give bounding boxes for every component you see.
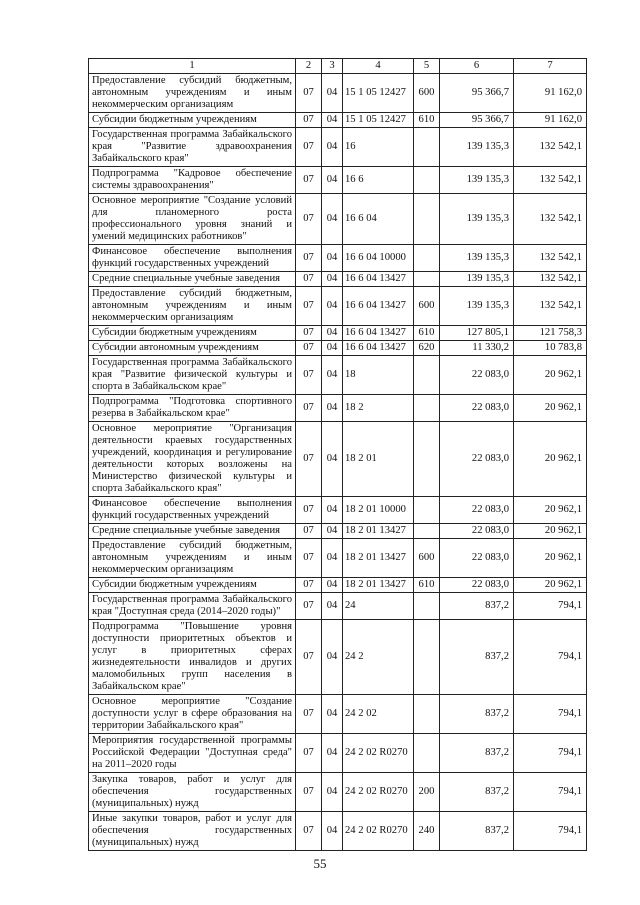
subsection-cell: 04 (322, 74, 343, 113)
row-name-cell: Государственная программа Забайкальского края "Развитие физической культуры и спорта в Забайкальском крае" (89, 356, 296, 395)
amount-year1-cell: 22 083,0 (440, 539, 514, 578)
amount-year1-cell: 837,2 (440, 620, 514, 695)
amount-year2-cell: 20 962,1 (514, 578, 587, 593)
subsection-cell: 04 (322, 245, 343, 272)
amount-year1-cell: 95 366,7 (440, 74, 514, 113)
row-name-cell: Государственная программа Забайкальского края "Доступная среда (2014–2020 годы)" (89, 593, 296, 620)
section-cell: 07 (296, 539, 322, 578)
row-name-cell: Средние специальные учебные заведения (89, 524, 296, 539)
page-number: 55 (313, 856, 327, 871)
amount-year2-cell: 794,1 (514, 773, 587, 812)
amount-year2-cell: 20 962,1 (514, 395, 587, 422)
amount-year2-cell: 132 542,1 (514, 128, 587, 167)
amount-year2-cell: 91 162,0 (514, 74, 587, 113)
amount-year2-cell: 91 162,0 (514, 113, 587, 128)
amount-year2-cell: 132 542,1 (514, 167, 587, 194)
target-article-cell: 18 2 01 13427 (343, 524, 414, 539)
table-row (89, 395, 587, 422)
amount-year1-cell: 837,2 (440, 593, 514, 620)
row-name-cell: Подпрограмма "Подготовка спортивного резерва в Забайкальском крае" (89, 395, 296, 422)
row-name-cell: Иные закупки товаров, работ и услуг для обеспечения государственных (муниципальных) нужд (89, 812, 296, 851)
target-article-cell: 18 2 01 (343, 422, 414, 497)
amount-year1-cell: 139 135,3 (440, 128, 514, 167)
target-article-cell: 24 2 02 (343, 695, 414, 734)
row-name-cell: Основное мероприятие "Организация деятельности краевых государственных учреждений, координация и регулирование деятельности которых возложены на Министерство физической культуры и спорта Забайкальского края" (89, 422, 296, 497)
subsection-cell: 04 (322, 194, 343, 245)
section-cell: 07 (296, 113, 322, 128)
amount-year1-cell: 139 135,3 (440, 272, 514, 287)
expense-type-cell: 240 (414, 812, 440, 851)
section-cell: 07 (296, 773, 322, 812)
table-row (89, 593, 587, 620)
target-article-cell: 18 2 01 13427 (343, 539, 414, 578)
amount-year1-cell: 139 135,3 (440, 245, 514, 272)
row-name-cell: Государственная программа Забайкальского края "Развитие здравоохранения Забайкальского края" (89, 128, 296, 167)
expense-type-cell (414, 128, 440, 167)
target-article-cell: 24 2 (343, 620, 414, 695)
target-article-cell: 16 (343, 128, 414, 167)
table-row (89, 578, 587, 593)
section-cell: 07 (296, 272, 322, 287)
target-article-cell: 18 2 (343, 395, 414, 422)
table-row (89, 194, 587, 245)
target-article-cell: 15 1 05 12427 (343, 74, 414, 113)
section-cell: 07 (296, 524, 322, 539)
table-row (89, 287, 587, 326)
amount-year2-cell: 132 542,1 (514, 272, 587, 287)
section-cell: 07 (296, 287, 322, 326)
row-name-cell: Субсидии автономным учреждениям (89, 341, 296, 356)
expense-type-cell (414, 593, 440, 620)
expense-type-cell (414, 272, 440, 287)
section-cell: 07 (296, 128, 322, 167)
amount-year1-cell: 837,2 (440, 773, 514, 812)
column-header: 4 (343, 59, 414, 74)
row-name-cell: Предоставление субсидий бюджетным, автономным учреждениям и иным некоммерческим организациям (89, 539, 296, 578)
target-article-cell: 24 2 02 R0270 (343, 812, 414, 851)
table-row (89, 128, 587, 167)
subsection-cell: 04 (322, 773, 343, 812)
subsection-cell: 04 (322, 812, 343, 851)
table-row (89, 539, 587, 578)
amount-year2-cell: 794,1 (514, 695, 587, 734)
section-cell: 07 (296, 194, 322, 245)
row-name-cell: Субсидии бюджетным учреждениям (89, 578, 296, 593)
target-article-cell: 16 6 04 13427 (343, 272, 414, 287)
subsection-cell: 04 (322, 395, 343, 422)
expense-type-cell (414, 620, 440, 695)
subsection-cell: 04 (322, 593, 343, 620)
amount-year1-cell: 22 083,0 (440, 524, 514, 539)
section-cell: 07 (296, 422, 322, 497)
row-name-cell: Подпрограмма "Кадровое обеспечение системы здравоохранения" (89, 167, 296, 194)
table-body (89, 74, 587, 851)
section-cell: 07 (296, 167, 322, 194)
amount-year2-cell: 20 962,1 (514, 422, 587, 497)
expense-type-cell: 600 (414, 287, 440, 326)
target-article-cell: 18 (343, 356, 414, 395)
expense-type-cell (414, 734, 440, 773)
target-article-cell: 15 1 05 12427 (343, 113, 414, 128)
table-row (89, 524, 587, 539)
amount-year1-cell: 139 135,3 (440, 194, 514, 245)
column-header: 6 (440, 59, 514, 74)
expense-type-cell: 610 (414, 326, 440, 341)
amount-year1-cell: 22 083,0 (440, 395, 514, 422)
row-name-cell: Финансовое обеспечение выполнения функций государственных учреждений (89, 497, 296, 524)
table-row (89, 734, 587, 773)
section-cell: 07 (296, 812, 322, 851)
expense-type-cell: 620 (414, 341, 440, 356)
expense-type-cell (414, 422, 440, 497)
section-cell: 07 (296, 326, 322, 341)
target-article-cell: 16 6 04 10000 (343, 245, 414, 272)
amount-year1-cell: 837,2 (440, 812, 514, 851)
section-cell: 07 (296, 734, 322, 773)
expense-type-cell (414, 356, 440, 395)
expense-type-cell (414, 395, 440, 422)
section-cell: 07 (296, 497, 322, 524)
amount-year2-cell: 121 758,3 (514, 326, 587, 341)
amount-year2-cell: 20 962,1 (514, 497, 587, 524)
section-cell: 07 (296, 578, 322, 593)
amount-year1-cell: 95 366,7 (440, 113, 514, 128)
subsection-cell: 04 (322, 422, 343, 497)
amount-year1-cell: 11 330,2 (440, 341, 514, 356)
amount-year2-cell: 794,1 (514, 593, 587, 620)
amount-year2-cell: 132 542,1 (514, 245, 587, 272)
row-name-cell: Закупка товаров, работ и услуг для обеспечения государственных (муниципальных) нужд (89, 773, 296, 812)
expense-type-cell: 610 (414, 113, 440, 128)
expense-type-cell: 600 (414, 539, 440, 578)
subsection-cell: 04 (322, 620, 343, 695)
amount-year2-cell: 132 542,1 (514, 194, 587, 245)
amount-year1-cell: 837,2 (440, 734, 514, 773)
table-row (89, 812, 587, 851)
table-row (89, 326, 587, 341)
row-name-cell: Финансовое обеспечение выполнения функций государственных учреждений (89, 245, 296, 272)
section-cell: 07 (296, 593, 322, 620)
subsection-cell: 04 (322, 524, 343, 539)
subsection-cell: 04 (322, 578, 343, 593)
column-header: 3 (322, 59, 343, 74)
table-row (89, 620, 587, 695)
amount-year1-cell: 22 083,0 (440, 356, 514, 395)
table-row (89, 245, 587, 272)
amount-year2-cell: 10 783,8 (514, 341, 587, 356)
section-cell: 07 (296, 245, 322, 272)
amount-year2-cell: 132 542,1 (514, 287, 587, 326)
header-row (89, 59, 587, 74)
row-name-cell: Мероприятия государственной программы Российской Федерации "Доступная среда" на 2011–2020 годы (89, 734, 296, 773)
row-name-cell: Основное мероприятие "Создание доступности услуг в сфере образования на территории Забайкальского края" (89, 695, 296, 734)
expense-type-cell: 610 (414, 578, 440, 593)
target-article-cell: 16 6 04 13427 (343, 287, 414, 326)
column-header: 1 (89, 59, 296, 74)
target-article-cell: 24 2 02 R0270 (343, 734, 414, 773)
row-name-cell: Подпрограмма "Повышение уровня доступности приоритетных объектов и услуг в приоритетных сферах жизнедеятельности инвалидов и других маломобильных групп населения в Забайкальском крае" (89, 620, 296, 695)
expense-type-cell (414, 245, 440, 272)
amount-year2-cell: 20 962,1 (514, 539, 587, 578)
budget-table (88, 58, 587, 851)
target-article-cell: 16 6 04 13427 (343, 326, 414, 341)
amount-year2-cell: 794,1 (514, 812, 587, 851)
subsection-cell: 04 (322, 695, 343, 734)
row-name-cell: Предоставление субсидий бюджетным, автономным учреждениям и иным некоммерческим организациям (89, 287, 296, 326)
row-name-cell: Предоставление субсидий бюджетным, автономным учреждениям и иным некоммерческим организациям (89, 74, 296, 113)
expense-type-cell (414, 167, 440, 194)
table-row (89, 167, 587, 194)
subsection-cell: 04 (322, 128, 343, 167)
target-article-cell: 24 2 02 R0270 (343, 773, 414, 812)
subsection-cell: 04 (322, 287, 343, 326)
section-cell: 07 (296, 695, 322, 734)
target-article-cell: 16 6 04 13427 (343, 341, 414, 356)
table-row (89, 422, 587, 497)
table-row (89, 695, 587, 734)
expense-type-cell (414, 497, 440, 524)
column-header: 7 (514, 59, 587, 74)
subsection-cell: 04 (322, 113, 343, 128)
subsection-cell: 04 (322, 734, 343, 773)
subsection-cell: 04 (322, 497, 343, 524)
subsection-cell: 04 (322, 167, 343, 194)
expense-type-cell: 200 (414, 773, 440, 812)
table-row (89, 74, 587, 113)
subsection-cell: 04 (322, 356, 343, 395)
row-name-cell: Субсидии бюджетным учреждениям (89, 326, 296, 341)
amount-year1-cell: 22 083,0 (440, 497, 514, 524)
section-cell: 07 (296, 395, 322, 422)
amount-year2-cell: 794,1 (514, 734, 587, 773)
section-cell: 07 (296, 74, 322, 113)
table-row (89, 113, 587, 128)
expense-type-cell: 600 (414, 74, 440, 113)
expense-type-cell (414, 695, 440, 734)
table-row (89, 341, 587, 356)
section-cell: 07 (296, 620, 322, 695)
amount-year1-cell: 22 083,0 (440, 422, 514, 497)
target-article-cell: 18 2 01 13427 (343, 578, 414, 593)
expense-type-cell (414, 194, 440, 245)
column-header: 2 (296, 59, 322, 74)
subsection-cell: 04 (322, 341, 343, 356)
amount-year1-cell: 22 083,0 (440, 578, 514, 593)
row-name-cell: Средние специальные учебные заведения (89, 272, 296, 287)
amount-year2-cell: 794,1 (514, 620, 587, 695)
amount-year2-cell: 20 962,1 (514, 356, 587, 395)
table-row (89, 497, 587, 524)
row-name-cell: Субсидии бюджетным учреждениям (89, 113, 296, 128)
subsection-cell: 04 (322, 272, 343, 287)
target-article-cell: 16 6 (343, 167, 414, 194)
table-row (89, 773, 587, 812)
subsection-cell: 04 (322, 326, 343, 341)
target-article-cell: 24 (343, 593, 414, 620)
target-article-cell: 16 6 04 (343, 194, 414, 245)
table-row (89, 356, 587, 395)
subsection-cell: 04 (322, 539, 343, 578)
target-article-cell: 18 2 01 10000 (343, 497, 414, 524)
section-cell: 07 (296, 356, 322, 395)
row-name-cell: Основное мероприятие "Создание условий для планомерного роста профессионального уровня знаний и умений медицинских работников" (89, 194, 296, 245)
section-cell: 07 (296, 341, 322, 356)
amount-year1-cell: 139 135,3 (440, 287, 514, 326)
amount-year1-cell: 139 135,3 (440, 167, 514, 194)
amount-year2-cell: 20 962,1 (514, 524, 587, 539)
amount-year1-cell: 837,2 (440, 695, 514, 734)
table-row (89, 272, 587, 287)
amount-year1-cell: 127 805,1 (440, 326, 514, 341)
expense-type-cell (414, 524, 440, 539)
column-header: 5 (414, 59, 440, 74)
